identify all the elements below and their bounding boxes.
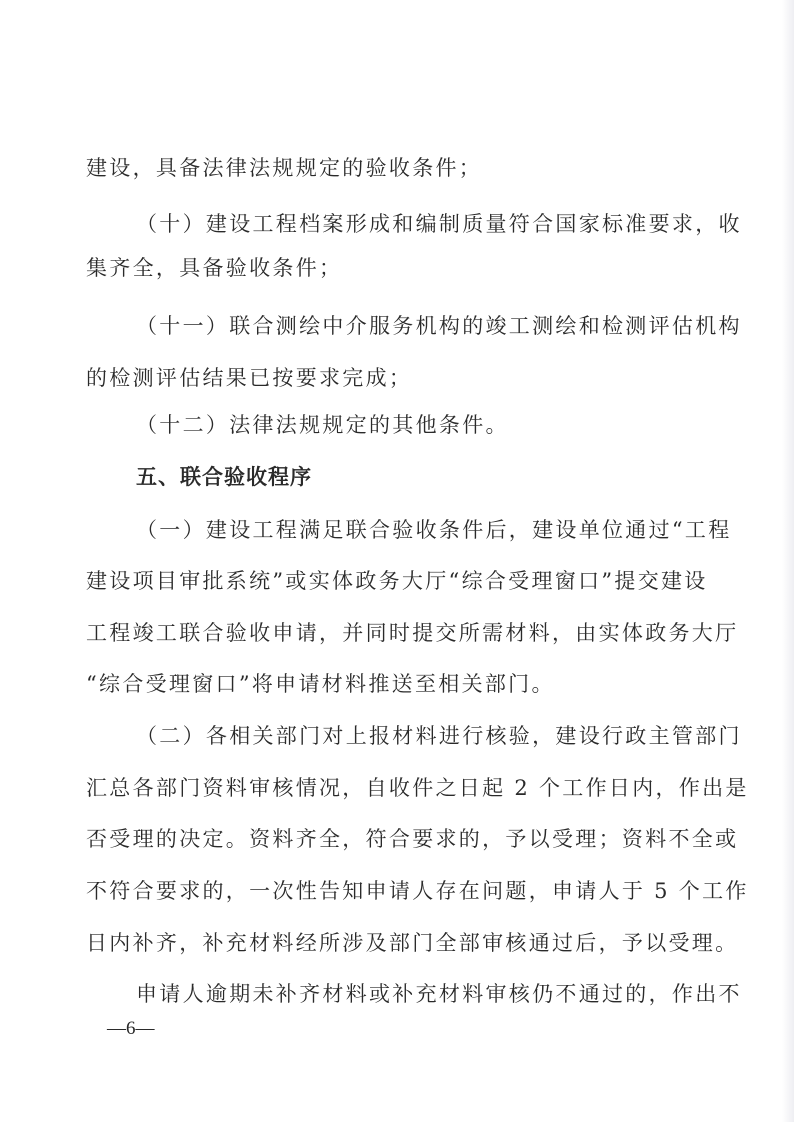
text-line: 日内补齐，补充材料经所涉及部门全部审核通过后，予以受理。	[86, 931, 739, 955]
text-line: 集齐全，具备验收条件；	[86, 256, 343, 280]
text-line: 的检测评估结果已按要求完成；	[86, 366, 413, 390]
text-line: “综合受理窗口”将申请材料推送至相关部门。	[86, 672, 555, 696]
text-line: 建设，具备法律法规规定的验收条件；	[86, 156, 483, 180]
text-line: （十二）法律法规规定的其他条件。	[136, 413, 509, 437]
text-line: 建设项目审批系统”或实体政务大厅“综合受理窗口”提交建设	[86, 569, 708, 593]
text-line: 工程竣工联合验收申请，并同时提交所需材料，由实体政务大厅	[86, 621, 739, 645]
text-line: 不符合要求的，一次性告知申请人存在问题，申请人于 5 个工作	[86, 879, 749, 903]
page-edge-shadow	[782, 0, 794, 1122]
text-line: （十）建设工程档案形成和编制质量符合国家标准要求，收	[136, 212, 742, 236]
text-line: （十一）联合测绘中介服务机构的竣工测绘和检测评估机构	[136, 314, 742, 338]
text-line: 申请人逾期未补齐材料或补充材料审核仍不通过的，作出不	[136, 982, 742, 1006]
page-number: —6—	[107, 1018, 155, 1039]
section-heading: 五、联合验收程序	[136, 465, 312, 489]
text-line: （一）建设工程满足联合验收条件后，建设单位通过“工程	[136, 518, 732, 542]
text-line: 汇总各部门资料审核情况，自收件之日起 2 个工作日内，作出是	[86, 776, 749, 800]
text-line: （二）各相关部门对上报材料进行核验，建设行政主管部门	[136, 724, 742, 748]
text-line: 否受理的决定。资料齐全，符合要求的，予以受理；资料不全或	[86, 827, 739, 851]
